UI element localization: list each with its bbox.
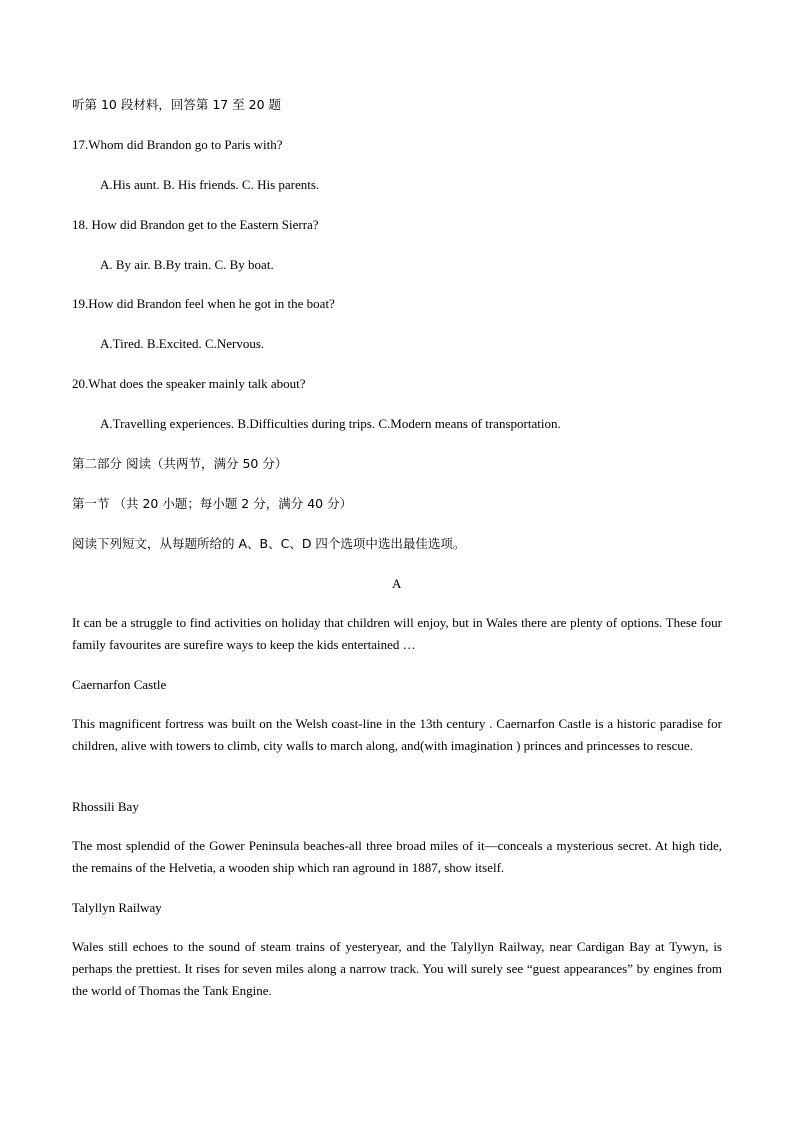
section-body-talyllyn: Wales still echoes to the sound of steam trains of yesteryear, and the Talyllyn Railway, near Cardigan Bay at Tywyn, is perhaps the prettiest. It rises for seven miles along a narrow track. You will surely see “guest appearances” by engines from the world of Thomas the Tank Engine.	[72, 939, 722, 998]
question-20-stem: 20.What does the speaker mainly talk about?	[72, 376, 306, 391]
part2-title: 第二部分 阅读（共两节，满分 50 分）	[72, 456, 288, 471]
passage-intro: It can be a struggle to find activities on holiday that children will enjoy, but in Wales there are plenty of options. These four family favourites are surefire ways to keep the kids entertained …	[72, 615, 722, 652]
section-heading-caernarfon: Caernarfon Castle	[72, 677, 167, 692]
section-body-rhossili: The most splendid of the Gower Peninsula beaches-all three broad miles of it—conceals a mysterious secret. At high tide, the remains of the Helvetia, a wooden ship which ran aground in 1887, show itself.	[72, 838, 722, 875]
question-17-stem: 17.Whom did Brandon go to Paris with?	[72, 137, 283, 152]
question-19-stem: 19.How did Brandon feel when he got in the boat?	[72, 296, 335, 311]
section-heading-talyllyn: Talyllyn Railway	[72, 900, 162, 915]
question-17-options: A.His aunt. B. His friends. C. His parents.	[100, 177, 320, 192]
question-18-stem: 18. How did Brandon get to the Eastern Sierra?	[72, 217, 319, 232]
reading-instruction: 阅读下列短文，从每题所给的 A、B、C、D 四个选项中选出最佳选项。	[72, 536, 466, 551]
section1-title: 第一节 （共 20 小题；每小题 2 分，满分 40 分）	[72, 496, 353, 511]
question-18-options: A. By air. B.By train. C. By boat.	[100, 257, 274, 272]
section-body-caernarfon: This magnificent fortress was built on the Welsh coast-line in the 13th century . Caernarfon Castle is a historic paradise for children, alive with towers to climb, city walls to march along, and(with imagination ) princes and princesses to rescue.	[72, 716, 722, 753]
section-heading-rhossili: Rhossili Bay	[72, 799, 139, 814]
passage-label: A	[392, 576, 402, 591]
question-20-options: A.Travelling experiences. B.Difficulties during trips. C.Modern means of transportation.	[100, 416, 561, 431]
listening-section-intro: 听第 10 段材料，回答第 17 至 20 题	[72, 97, 282, 112]
question-19-options: A.Tired. B.Excited. C.Nervous.	[100, 336, 265, 351]
